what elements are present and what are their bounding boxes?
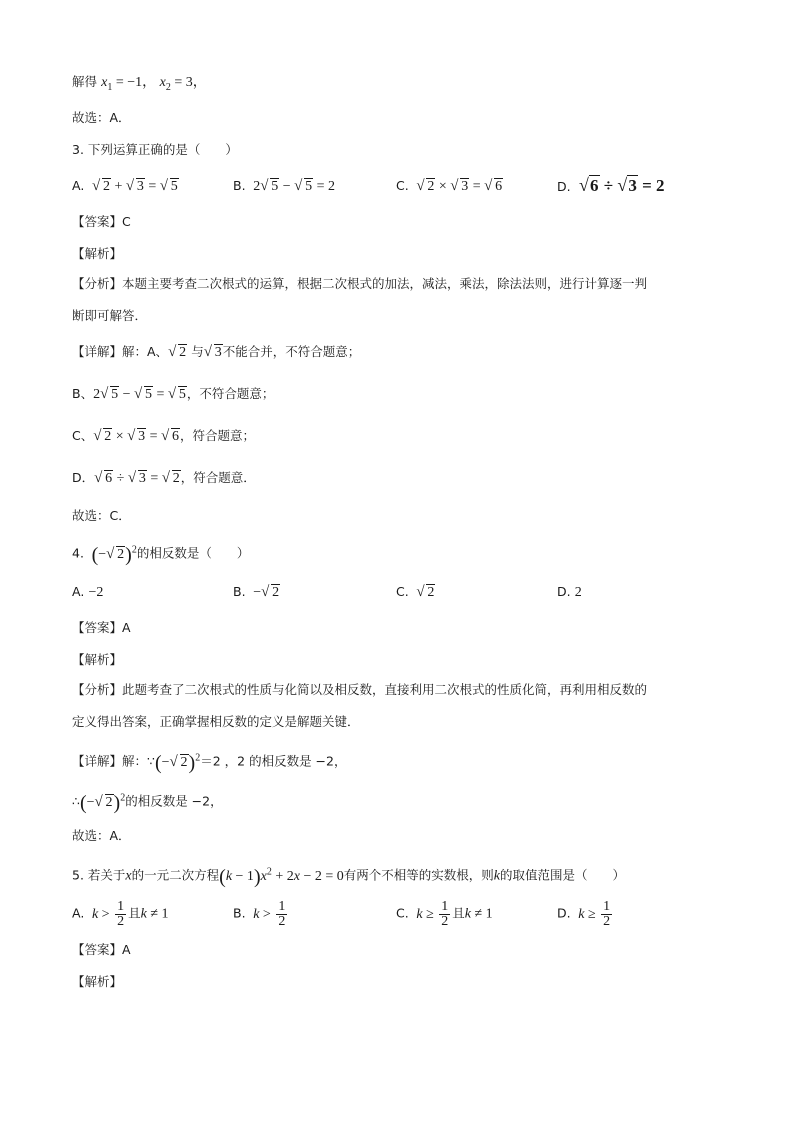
q3-option-a: A. √ 2 + √ 3 = √ 5	[72, 176, 179, 197]
q4-therefore: ∴(−√ 2)$^2$的相反数是 −2，	[72, 788, 223, 813]
q5-option-c: C. k ≥ $\frac{1}{2}$ 且k ≠ 1	[396, 899, 493, 929]
q3-analysis-line2: 断即可解答．	[72, 308, 148, 323]
q5-option-d: D. k ≥ $\frac{1}{2}$	[557, 899, 611, 929]
q4-jiexi: 【解析】	[72, 652, 123, 667]
q3-detail-b: B、2√ 5 − √ 5 = √ 5，不符合题意；	[72, 384, 274, 405]
q4-option-b: B. −√ 2	[233, 582, 280, 603]
q3-choice: 故选：C．	[72, 508, 131, 523]
q4-option-a: A. −2	[72, 584, 104, 600]
q2-choice: 故选：A．	[72, 110, 131, 125]
q3-option-d-expr: √ 6 ÷ √ 3 = 2	[575, 176, 665, 195]
q3-answer: 【答案】C	[72, 214, 131, 229]
q5-option-a: A. k > $\frac{1}{2}$ 且k ≠ 1	[72, 899, 169, 929]
q4-choice: 故选：A．	[72, 828, 131, 843]
q3-detail-c: C、√ 2 × √ 3 = √ 6，符合题意；	[72, 426, 255, 447]
q5-stem: 5. 若关于x的一元二次方程$(k - 1)x^2 + 2x - 2 = 0$有两个不相等的实数根，则k的取值范围是（ ）	[72, 865, 625, 888]
q3-option-d: D. √ 6 ÷ √ 3 = 2	[557, 176, 665, 198]
q3-detail-a: 【详解】解：A、√ 2 与√ 3不能合并，不符合题意；	[72, 342, 360, 363]
solution-prefix: 解得	[72, 74, 98, 89]
q3-stem: 3. 下列运算正确的是（ ）	[72, 142, 238, 157]
solution-line	[72, 72, 207, 98]
solution-values: $x_1 = -1$， $x_2 = 3$，	[101, 75, 207, 93]
q4-option-c: C. √ 2	[396, 582, 435, 603]
q4-answer: 【答案】A	[72, 620, 131, 635]
q5-answer: 【答案】A	[72, 942, 131, 957]
q3-option-b-expr: 2√ 5 − √ 5 = 2	[250, 179, 335, 194]
q3-option-c-expr: √ 2 × √ 3 = √ 6	[413, 179, 503, 194]
q3-analysis-line1: 【分析】本题主要考查二次根式的运算，根据二次根式的加法，减法，乘法，除法法则，进行计算逐一判	[72, 276, 648, 291]
q5-jiexi: 【解析】	[72, 974, 123, 989]
q3-option-b: B. 2√ 5 − √ 5 = 2	[233, 176, 335, 197]
q3-detail-d: D．√ 6 ÷ √ 3 = √ 2，符合题意．	[72, 468, 256, 489]
q4-detail: 【详解】解：∵(−√ 2)$^2$＝2 ，2 的相反数是 −2，	[72, 748, 346, 773]
q3-option-a-expr: √ 2 + √ 3 = √ 5	[88, 179, 178, 194]
q4-analysis-line1: 【分析】此题考查了二次根式的性质与化简以及相反数，直接利用二次根式的性质化简，再利用相反数的	[72, 682, 648, 697]
q3-option-c: C. √ 2 × √ 3 = √ 6	[396, 176, 503, 197]
q4-option-d: D. 2	[557, 584, 582, 600]
q4-stem: 4. (−√ 2)$^2$的相反数是（ ）	[72, 540, 249, 565]
q5-option-b: B. k > $\frac{1}{2}$	[233, 899, 286, 929]
q4-analysis-line2: 定义得出答案，正确掌握相反数的定义是解题关键．	[72, 714, 360, 729]
q3-jiexi: 【解析】	[72, 246, 123, 261]
